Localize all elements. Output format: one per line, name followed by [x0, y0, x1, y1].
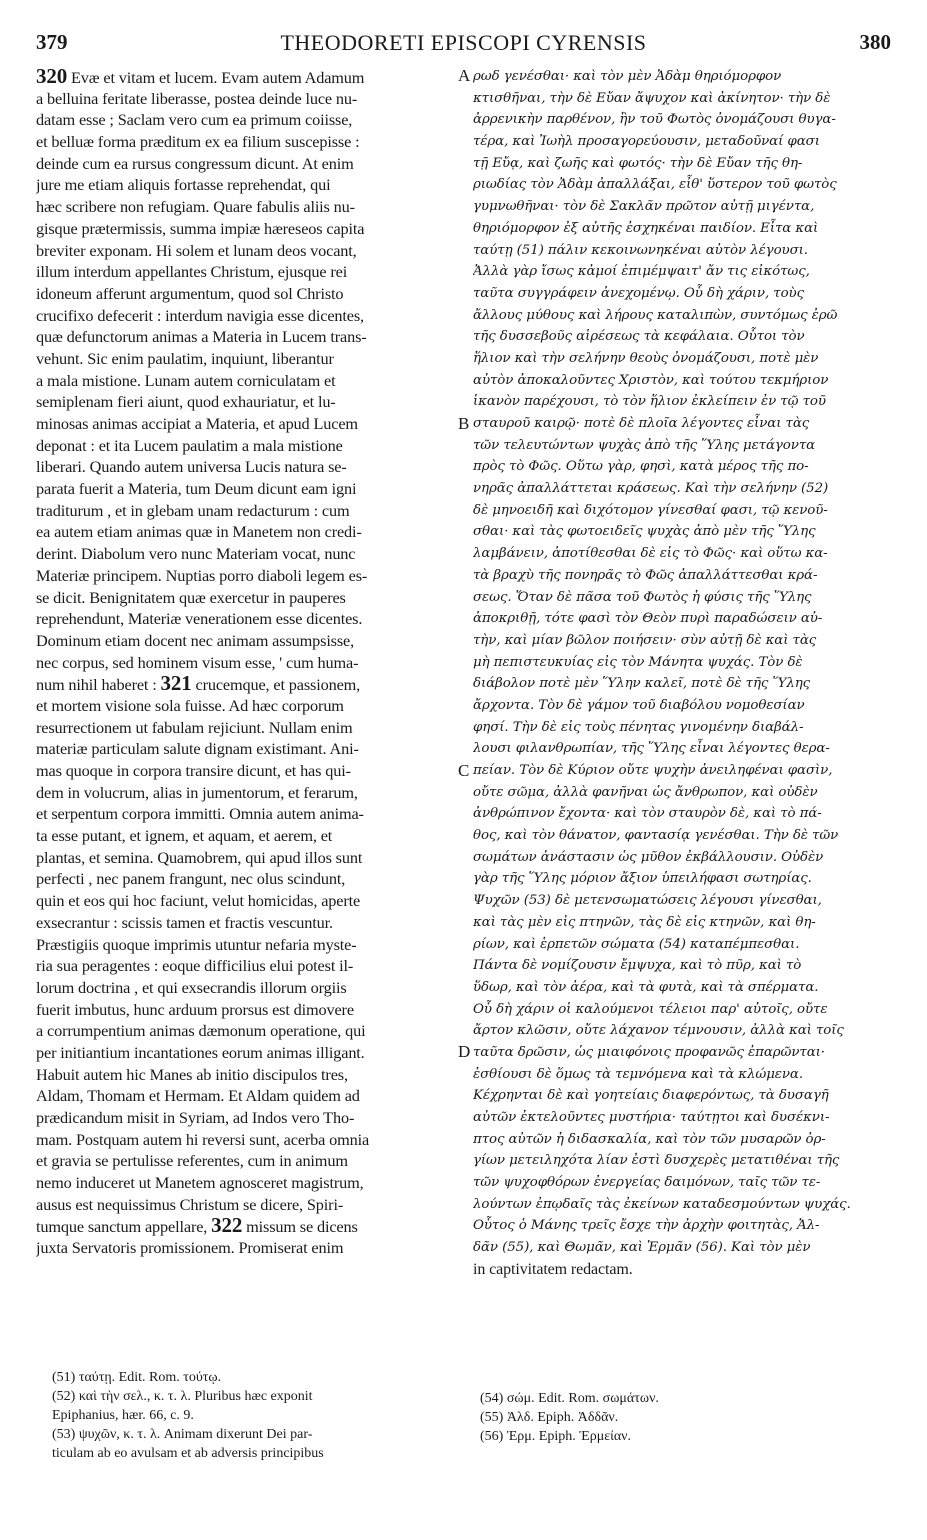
latin-line: et serpentum corpora immitti. Omnia autem anima-: [36, 804, 364, 824]
greek-line: ἱκανὸν παρέχουσι, τὸ τὸν ἥλιον ἐκλείπειν ἐν τῷ τοῦ: [473, 394, 826, 410]
latin-line: ria sua peragentes : eoque difficilius elui potest il-: [36, 956, 354, 976]
greek-line: γυμνωθῆναι· τὸν δὲ Σακλᾶν πρῶτον αὐτῇ μιγέντα,: [473, 199, 815, 215]
margin-letter-b: B: [458, 414, 470, 433]
latin-line: deponat : et ita Lucem paulatim a mala mistione: [36, 435, 343, 455]
latin-line: quin et eos qui hoc faciunt, velut homicidas, aperte: [36, 891, 361, 911]
footnotes-left: [52, 1368, 456, 1463]
greek-line: τὴν, καὶ μίαν βῶλον ποιήσειν· σὺν αὐτῇ δὲ καὶ τὰς: [473, 632, 817, 648]
latin-line: ea autem etiam animas quæ in Manetem non credi-: [36, 522, 362, 542]
greek-line: ρωδ γενέσθαι· καὶ τὸν μὲν Ἀδὰμ θηριόμορφον: [473, 69, 782, 84]
latin-line: quæ defunctorum animas a Materia in Lucem trans-: [36, 327, 367, 347]
greek-line: λούντων ἐπῳδαῖς τὰς ἐκείνων καταδεσμούντων ψυχάς.: [473, 1196, 851, 1212]
footnote: ticulam ab eo avulsam et ab adversis principibus: [52, 1446, 324, 1461]
latin-line: se dicit. Benignitatem quæ exercetur in pauperes: [36, 587, 346, 607]
greek-line: ἀρρενικὴν παρθένον, ἣν τοῦ Φωτὸς ὀνομάζουσι θυγα-: [473, 112, 836, 128]
latin-line: [36, 673, 456, 695]
page-number-right: 380: [859, 30, 891, 54]
latin-line: datam esse ; Saclam vero cum ea primum coiisse,: [36, 110, 353, 130]
latin-text: num nihil haberet :: [36, 675, 161, 695]
running-title: THEODORETI EPISCOPI CYRENSIS: [280, 30, 647, 55]
greek-line: μὴ πεπιστευκυίας εἰς τὸν Μάνητα ψυχάς. Τὸν δὲ: [473, 654, 803, 670]
latin-line: perfecti , nec panem frangunt, nec olus scindunt,: [36, 869, 346, 889]
greek-line: λαμβάνειν, ἀποτίθεσθαι δὲ εἰς τὸ Φῶς· καὶ οὕτω κα-: [473, 546, 828, 562]
greek-line: σθαι· καὶ τὰς φωτοειδεῖς ψυχὰς ἀπὸ μὲν τῆς Ὕλης: [473, 524, 816, 540]
latin-line: illum interdum appellantes Christum, ejusque rei: [36, 262, 348, 282]
latin-line: resurrectionem ut fabulam rejiciunt. Nullam enim: [36, 717, 353, 737]
latin-line: derint. Diabolum vero nunc Materiam vocat, nunc: [36, 544, 356, 564]
greek-line: ἄρχοντα. Τὸν δὲ γάμον τοῦ διαβόλου νομοθεσίαν: [473, 697, 805, 713]
latin-column: [36, 66, 456, 1259]
latin-line: breviter exponam. Hi solem et lunam deos vocant,: [36, 240, 357, 260]
greek-line: ἀποκριθῇ, τότε φασὶ τὸν Θεὸν πυρὶ παραδώσειν αὐ-: [473, 611, 823, 627]
column-number: 322: [211, 1215, 243, 1238]
greek-line: ταύτῃ (51) πάλιν κεκοινωνηκέναι αὐτὸν λέγουσι.: [473, 242, 808, 258]
running-header: [36, 30, 891, 60]
footnote: (53) ψυχῶν, κ. τ. λ. Animam dixerunt Dei par-: [52, 1427, 313, 1442]
margin-letter-a: A: [458, 66, 471, 85]
greek-line: Κέχρηνται δὲ καὶ γοητείαις διαφερόντως, τὰ δυσαγῆ: [473, 1088, 829, 1104]
greek-line: ἥλιον καὶ τὴν σελήνην θεοὺς ὀνομάζουσι, ποτὲ μὲν: [473, 350, 819, 366]
greek-line: σωμάτων ἀνάστασιν ὡς μῦθον ἐκβάλλουσιν. Οὐδὲν: [473, 849, 824, 865]
latin-line: materiæ particulam salute dignam existimant. Ani-: [36, 739, 359, 759]
greek-line: τῶν τελευτώντων ψυχὰς ἀπὸ τῆς Ὕλης μετάγοντα: [473, 437, 816, 453]
latin-text: missum se dicens: [242, 1217, 358, 1237]
latin-line: jure me etiam aliquis fortasse reprehendat, qui: [36, 175, 331, 195]
latin-line: parata fuerit a Materia, tum Deum dicunt eam igni: [36, 479, 357, 499]
latin-line: hæc scribere non refugiam. Quare fabulis aliis nu-: [36, 197, 355, 217]
footnotes-right: [480, 1389, 895, 1446]
latin-line: a corrumpentium animas dæmonum operatione, qui: [36, 1021, 366, 1041]
latin-line: fuerit imbutus, hunc arduum prorsus est dimovere: [36, 999, 354, 1019]
latin-line: ta esse putant, et ignem, et aquam, et aerem, et: [36, 826, 333, 846]
footnote: (56) Ἑρμ. Epiph. Ἑρμείαν.: [480, 1429, 632, 1444]
greek-line: γὰρ τῆς Ὕλης μόριον ἄξιον ὑπειλήφασι σωτηρίας.: [473, 871, 812, 887]
greek-line: τῆς δυσσεβοῦς αἱρέσεως τὰ κεφάλαια. Οὗτοι τὸν: [473, 329, 805, 345]
latin-line: vehunt. Sic enim paulatim, inquiunt, liberantur: [36, 348, 334, 368]
greek-line: θηριόμορφον ἐξ αὐτῆς ἐσχηκέναι παιδίον. Εἶτα καὶ: [473, 220, 819, 236]
greek-line: γίων μετειληχότα λίαν ἐστὶ δυσχερὲς μετατιθέναι τῆς: [473, 1153, 840, 1169]
latin-line: a belluina feritate liberasse, postea deinde luce nu-: [36, 88, 358, 108]
margin-letter-d: D: [458, 1042, 471, 1061]
greek-line: πρὸς τὸ Φῶς. Οὕτω γὰρ, φησὶ, κατὰ μέρος τῆς πο-: [473, 459, 809, 475]
greek-line: ἄρτον κλῶσιν, οὔτε λάχανον τέμνουσιν, ἀλλὰ καὶ τοῖς: [473, 1023, 844, 1039]
greek-line: διάβολον ποτὲ μὲν Ὕλην καλεῖ, ποτὲ δὲ τῆς Ὕλης: [473, 676, 811, 692]
latin-line: idoneum afferunt argumentum, quod sol Christo: [36, 283, 344, 303]
greek-line: αὐτῶν ἐκτελοῦντες μυστήρια· ταύτῃτοι καὶ δυσέκνι-: [473, 1110, 830, 1125]
footnote: (54) σώμ. Edit. Rom. σωμάτων.: [480, 1391, 659, 1406]
latin-line: crucifixo defecerit : interdum navigia esse dicentes,: [36, 305, 364, 325]
greek-line: πτος αὐτῶν ἡ διδασκαλία, καὶ τὸν τῶν μυσαρῶν ὀρ-: [473, 1131, 826, 1147]
greek-line: κτισθῆναι, τὴν δὲ Εὔαν ἄψυχον καὶ ἀκίνητον· τὴν δὲ: [473, 90, 831, 106]
greek-line: νηρᾶς ἀπαλλάττεται κράσεως. Καὶ τὴν σελήνην (52): [473, 481, 829, 497]
latin-text: tumque sanctum appellare,: [36, 1217, 212, 1237]
greek-line: ριωδίας τὸν Ἀδὰμ ἀπαλλάξαι, εἶθ' ὕστερον τοῦ φωτὸς: [473, 177, 837, 193]
greek-line: λουσι φιλανθρωπίαν, τῆς Ὕλης εἶναι λέγοντες θερα-: [473, 741, 830, 757]
greek-column-latin-end: in captivitatem redactam.: [473, 1260, 633, 1278]
greek-line: Ἀλλὰ γὰρ ἴσως κἀμοί ἐπιμέμψαιτ' ἄν τις εἰκότως,: [473, 264, 810, 280]
latin-line: et mortem visione sola fuisse. Ad hæc corporum: [36, 695, 344, 715]
greek-line: ἐσθίουσι δὲ ὅμως τὰ τεμνόμενα καὶ τὰ κλώμενα.: [473, 1066, 804, 1082]
latin-line: [36, 66, 456, 88]
latin-line: juxta Servatoris promissionem. Promiserat enim: [36, 1238, 344, 1258]
greek-line: οὔτε σῶμα, ἀλλὰ φανῆναι ὡς ἄνθρωπον, καὶ οὐδὲν: [473, 784, 818, 800]
latin-line: per initiantium incantationes eorum animas illigant.: [36, 1042, 365, 1062]
greek-line: τῇ Εὔᾳ, καὶ ζωῆς καὶ φωτός· τὴν δὲ Εὔαν τῆς θη-: [473, 155, 803, 171]
latin-line: Aldam, Thomam et Hermam. Et Aldam quidem ad: [36, 1086, 360, 1106]
greek-line: Πάντα δὲ νομίζουσιν ἔμψυχα, καὶ τὸ πῦρ, καὶ τὸ: [473, 958, 802, 974]
greek-line: δᾶν (55), καὶ Θωμᾶν, καὶ Ἑρμᾶν (56). Καὶ τὸν μὲν: [473, 1240, 811, 1256]
greek-line: Οὗτος ὁ Μάνης τρεῖς ἔσχε τὴν ἀρχὴν φοιτητὰς, Ἀλ-: [473, 1218, 820, 1234]
latin-line: Materiæ principem. Nuptias porro diaboli legem es-: [36, 565, 368, 585]
greek-line: ταῦτα συγγράφειν ἀνεχομένῳ. Οὗ δὴ χάριν, τοὺς: [473, 285, 804, 301]
footnote: (52) καὶ τὴν σελ., κ. τ. λ. Pluribus hæc exponit: [52, 1389, 313, 1404]
greek-line: πείαν. Τὸν δὲ Κύριον οὔτε ψυχὴν ἀνειληφέναι φασὶν,: [473, 763, 833, 778]
latin-line: minosas animas accipiat a Materia, et apud Lucem: [36, 414, 358, 433]
greek-line: δὲ μηνοειδῆ καὶ διχότομον γίνεσθαί φασι, τῷ κενοῦ-: [473, 502, 828, 518]
greek-line: Ψυχῶν (53) δὲ μετενσωματώσεις λέγουσι γίνεσθαι,: [473, 893, 822, 909]
latin-line: et belluæ forma præditum ex ea filium suscepisse :: [36, 132, 360, 152]
latin-line: Præstigiis quoque imprimis utuntur nefaria myste-: [36, 934, 357, 954]
latin-line: ausus est nequissimus Christum se dicere, Spiri-: [36, 1194, 344, 1214]
latin-line: [36, 1215, 456, 1237]
greek-line: τέρα, καὶ Ἰωὴλ προσαγορεύουσιν, μεταδοῦναί φασι: [473, 134, 820, 150]
greek-line: τῶν ψυχοφθόρων ἐνεργείας δαιμόνων, ταῖς τῶν τε-: [473, 1175, 821, 1191]
latin-line: traditurum , et in glebam unam redacturum : cum: [36, 500, 350, 520]
latin-text: crucemque, et passionem,: [191, 675, 361, 695]
latin-text: Evæ et vitam et lucem. Evam autem Adamum: [67, 68, 365, 87]
footnote: Epiphanius, hær. 66, c. 9.: [52, 1408, 194, 1423]
latin-line: plantas, et semina. Quamobrem, qui apud illos sunt: [36, 847, 363, 867]
greek-line: ἄλλους μύθους καὶ λήρους καταλιπὼν, συντόμως ἐρῶ: [473, 307, 838, 323]
column-number: 320: [36, 66, 68, 88]
greek-line: αὐτὸν ἀποκαλοῦντες Χριστὸν, καὶ τούτου τεκμήριον: [473, 372, 829, 388]
greek-line: θος, καὶ τὸν θάνατον, φαντασίᾳ γενέσθαι. Τὴν δὲ τῶν: [473, 828, 839, 844]
latin-line: reprehendunt, Materiæ venerationem esse dicentes.: [36, 609, 363, 629]
greek-line: καὶ τὰς μὲν εἰς πτηνῶν, τὰς δὲ εἰς κτηνῶν, καὶ θη-: [473, 914, 816, 930]
page-number-left: 379: [36, 30, 68, 54]
latin-line: mas quoque in corpora transire dicunt, et has qui-: [36, 761, 351, 780]
latin-line: liberari. Quando autem universa Lucis natura se-: [36, 457, 347, 477]
margin-letter-c: C: [458, 761, 470, 780]
footnote: (55) Ἀλδ. Epiph. Ἀδδᾶν.: [480, 1410, 619, 1425]
greek-line: τὰ βραχὺ τῆς πονηρᾶς τὸ Φῶς ἀπαλλάττεσθαι κρά-: [473, 567, 818, 583]
greek-line: ταῦτα δρῶσιν, ὡς μιαιφόνοις προφανῶς ἐπαρῶνται·: [473, 1044, 825, 1060]
latin-line: semiplenam fieri aiunt, quod exhauriatur, et lu-: [36, 392, 336, 412]
latin-line: Dominum etiam docent nec animam assumpsisse,: [36, 630, 355, 650]
latin-line: gisque prætermissis, summa impiæ hæreseos capita: [36, 218, 365, 238]
greek-line: σταυροῦ καιρῷ· ποτὲ δὲ πλοῖα λέγοντες εἶναι τὰς: [473, 416, 810, 431]
latin-line: mam. Postquam autem hi reversi sunt, acerba omnia: [36, 1129, 370, 1149]
greek-line: ὕδωρ, καὶ τὸν ἀέρα, καὶ τὰ φυτὰ, καὶ τὰ σπέρματα.: [473, 979, 819, 995]
greek-column: [473, 66, 895, 1281]
greek-line: ρίων, καὶ ἑρπετῶν σώματα (54) καταπέμπεσθαι.: [473, 936, 800, 952]
greek-line: φησί. Τὴν δὲ εἰς τοὺς πένητας γινομένην διαβάλ-: [473, 719, 804, 735]
greek-line: σεως. Ὅταν δὲ πᾶσα τοῦ Φωτὸς ἡ φύσις τῆς Ὕλης: [473, 589, 812, 605]
latin-line: et gravia se pertulisse referentes, cum in animum: [36, 1151, 348, 1171]
latin-line: Habuit autem hic Manes ab initio discipulos tres,: [36, 1064, 348, 1084]
greek-line: ἀνθρώπινον ἔχοντα· καὶ τὸν σταυρὸν δὲ, καὶ τὸ πά-: [473, 806, 822, 822]
greek-line: Οὗ δὴ χάριν οἱ καλούμενοι τέλειοι παρ' αὐτοῖς, οὔτε: [473, 1001, 828, 1017]
latin-line: dem in volucrum, alias in jumentorum, et ferarum,: [36, 782, 358, 802]
latin-line: exsecrantur : scissis tamen et fractis vescuntur.: [36, 912, 333, 932]
footnote: (51) ταύτῃ. Edit. Rom. τούτῳ.: [52, 1370, 222, 1385]
latin-line: a mala mistione. Lunam autem corniculatam et: [36, 370, 336, 390]
latin-line: nemo induceret ut Manetem agnosceret magistrum,: [36, 1173, 364, 1193]
latin-line: lorum doctrina , et qui exsecrandis illorum orgiis: [36, 977, 347, 997]
latin-line: deinde cum ea rursus congressum dicunt. At enim: [36, 153, 354, 173]
column-number: 321: [160, 673, 192, 695]
latin-line: prædicandum misit in Syriam, ad Indos vero Tho-: [36, 1108, 355, 1127]
latin-line: nec corpus, sed hominem visum esse, ' cum huma-: [36, 652, 359, 672]
